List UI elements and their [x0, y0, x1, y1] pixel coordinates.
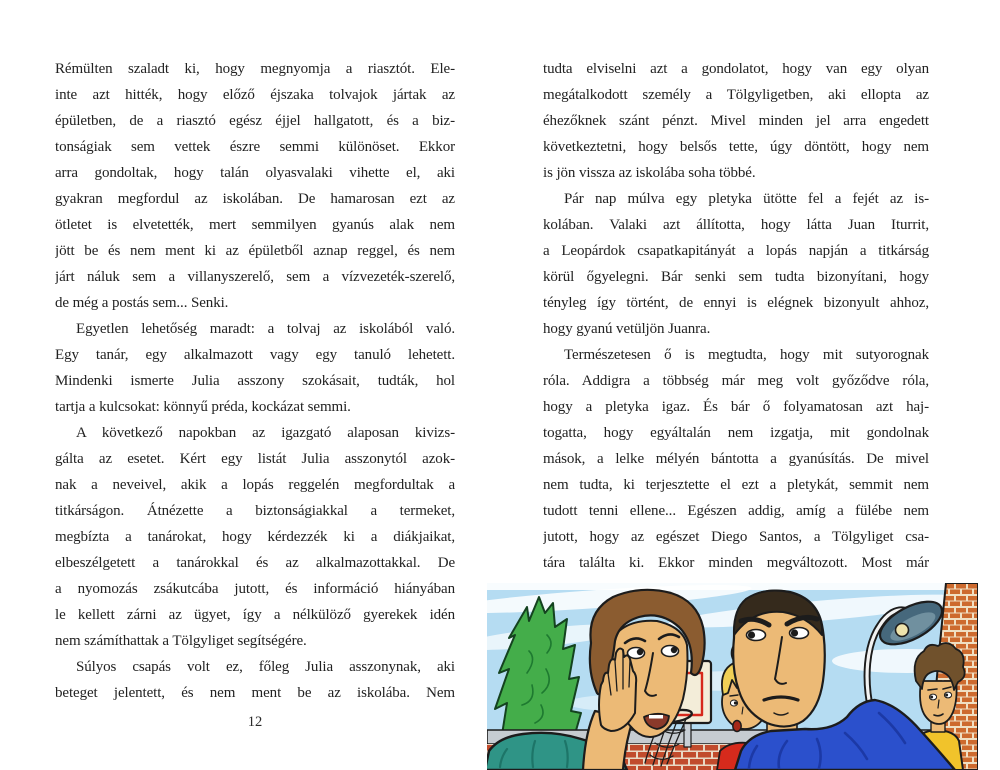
text-line: a nyomozás zsákutcába jutott, és információ hiányában: [55, 581, 455, 597]
text-line: Egy tanár, egy alkalmazott vagy egy tanuló lehetett.: [55, 347, 455, 363]
text-line: mások, a lelke mélyén bántotta a gyanúsítás. De mivel: [543, 451, 929, 467]
text-line: gálta az esetet. Kért egy listát Julia asszonytól azok-: [55, 451, 455, 467]
text-line: beteget jelentett, és nem ment be az iskolába. Nem: [55, 685, 455, 701]
text-line: Pár nap múlva egy pletyka ütötte fel a fejét az is-: [564, 191, 929, 207]
text-line: megátalkodott személy a Tölgyligetben, aki ellopta az: [543, 87, 929, 103]
text-line: nem számíthattak a Tölgyliget segítségére.: [55, 633, 307, 649]
text-line: togatta, hogy egyáltalán nem izgatja, mit gondolnak: [543, 425, 929, 441]
text-line: arra gondoltak, hogy talán olyasvalaki vihette el, aki: [55, 165, 455, 181]
page-number: 12: [247, 714, 263, 730]
text-line: tudott tenni ellene... Egészen addig, amíg a fülébe nem: [543, 503, 929, 519]
text-line: Egyetlen lehetőség maradt: a tolvaj az iskolából való.: [76, 321, 455, 337]
text-line: jutott, hogy az egészet Diego Santos, a Tölgyliget csa-: [543, 529, 929, 545]
text-line: a Leopárdok csapatkapitányát a lopás napján a titkárság: [543, 243, 929, 259]
text-line: A következő napokban az igazgató alaposan kivizs-: [76, 425, 455, 441]
text-line: tényleg így történt, de ennyi is elégnek bizonyult ahhoz,: [543, 295, 929, 311]
text-line: kolában. Valaki azt állította, hogy látta Juan Iturrit,: [543, 217, 929, 233]
text-line: megbízta a tanárokat, hogy kérdezzék ki a diákjaikat,: [55, 529, 455, 545]
text-line: róla. Addigra a többség már meg volt győződve róla,: [543, 373, 929, 389]
text-line: éhezőknek szánt pénzt. Mivel minden jel arra engedett: [543, 113, 929, 129]
text-line: tára találta ki. Ekkor minden megváltozott. Most már: [543, 555, 929, 571]
text-line: jött be és nem ment ki az épületből aznap reggel, és nem: [55, 243, 455, 259]
text-line: Mindenki ismerte Julia asszony szokásait, tudták, hol: [55, 373, 455, 389]
text-line: de még a postás sem... Senki.: [55, 295, 229, 311]
text-line: épületben, de a riasztó egész éjjel hallgatott, és a biz-: [55, 113, 455, 129]
text-line: körül őgyelegni. Bár senki sem tudta bizonyítani, hogy: [543, 269, 929, 285]
story-illustration: [487, 583, 978, 770]
text-line: titkárságon. Átnézette a biztonságiakkal a termeket,: [55, 503, 455, 519]
text-line: következtetni, hogy belsős tette, úgy döntött, hogy nem: [543, 139, 929, 155]
right-page-text-column: [543, 56, 929, 576]
text-line: nem tudta, ki terjesztette el ezt a pletykát, semmit nem: [543, 477, 929, 493]
text-line: Természetesen ő is megtudta, hogy mit sutyorognak: [564, 347, 929, 363]
text-line: gyakran megfordul az iskolában. De hamarosan ezt az: [55, 191, 455, 207]
text-line: Rémülten szaladt ki, hogy megnyomja a riasztót. Ele-: [55, 61, 455, 77]
text-line: hogy gyanú vetüljön Juanra.: [543, 321, 711, 337]
text-line: Súlyos csapás volt ez, főleg Julia asszonynak, aki: [76, 659, 455, 675]
text-line: hogy a pletyka igaz. És bár ő folyamatosan azt haj-: [543, 399, 929, 415]
text-line: tudta elviselni azt a gondolatot, hogy van egy olyan: [543, 61, 929, 77]
text-line: járt náluk sem a villanyszerelő, sem a vízvezeték-szerelő,: [55, 269, 455, 285]
text-line: inte azt hitték, hogy előző éjszaka tolvajok jártak az: [55, 87, 455, 103]
text-line: elbeszélgetett a tanárokkal és az alkalmazottakkal. De: [55, 555, 455, 571]
text-line: ötletet is elvetették, mert semmilyen gyanús alak nem: [55, 217, 455, 233]
text-line: nak a neveivel, akik a lopás reggelén megfordultak a: [55, 477, 455, 493]
left-page-text-column: [55, 56, 455, 706]
text-line: is jön vissza az iskolába soha többé.: [543, 165, 756, 181]
text-line: tartja a kulcsokat: könnyű préda, kockázat semmi.: [55, 399, 351, 415]
text-line: tonságiak sem vettek észre semmi különöset. Ekkor: [55, 139, 455, 155]
text-line: le kellett zárni az ügyet, így a nélkülöző gyerekek idén: [55, 607, 455, 623]
